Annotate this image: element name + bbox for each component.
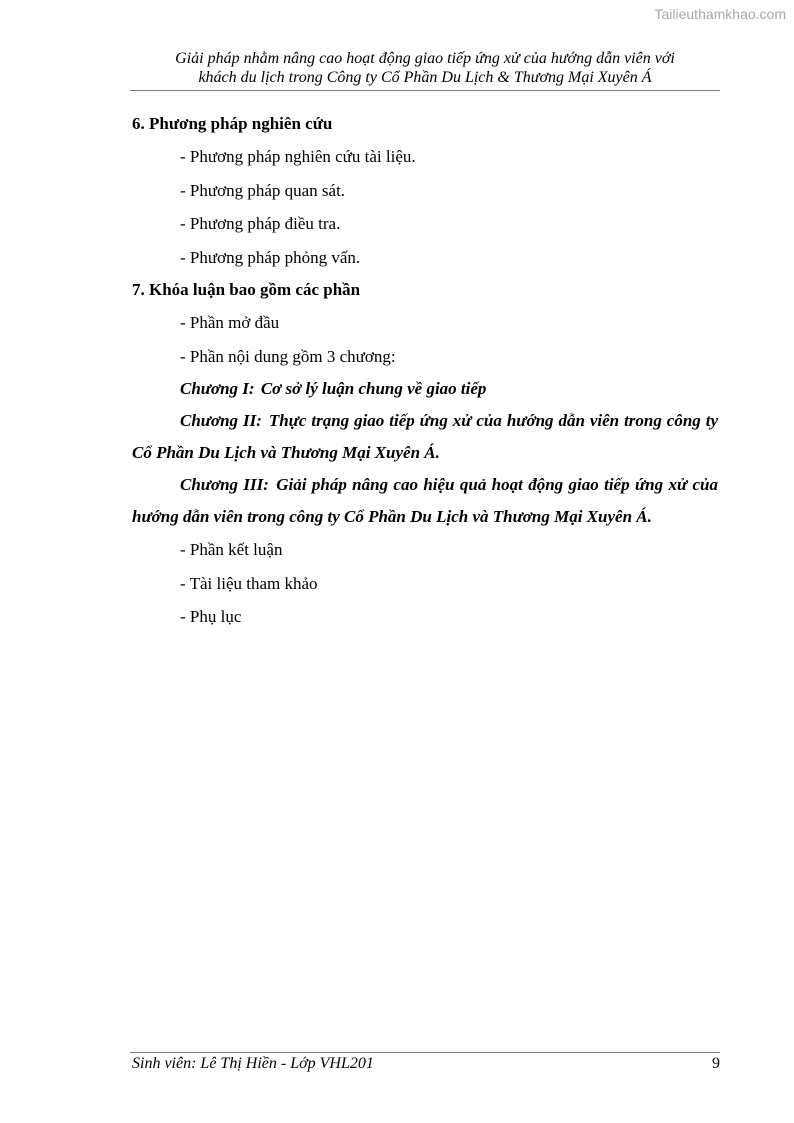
document-body: [132, 108, 718, 634]
method-item: - Phương pháp phỏng vấn.: [180, 247, 361, 267]
chapter-2-entry: [132, 405, 718, 469]
section-7-heading: 7. Khóa luận bao gồm các phần: [132, 280, 361, 299]
watermark-text: Tailieuthamkhao.com: [654, 6, 786, 22]
method-item: - Phương pháp nghiên cứu tài liệu.: [180, 147, 416, 166]
chapter-1-label: Chương I:: [180, 379, 255, 398]
chapter-3-label: Chương III:: [180, 475, 269, 494]
chapter-3-entry: [132, 469, 718, 533]
chapter-3-title: Giải pháp nâng cao hiệu quả hoạt động giao tiếp ứng xử của hướng dẫn viên trong công ty Cổ Phần Du Lịch và Thương Mại Xuyên Á.: [132, 475, 718, 526]
chapter-1-title: Cơ sở lý luận chung về giao tiếp: [260, 379, 487, 398]
method-item: - Phương pháp quan sát.: [180, 180, 346, 200]
footer-student-info: Sinh viên: Lê Thị Hiền - Lớp VHL201: [132, 1055, 374, 1072]
footer-divider: [130, 1052, 720, 1053]
method-item: - Phương pháp điều tra.: [180, 214, 341, 233]
chapter-1-entry: [132, 373, 718, 405]
header-divider: [130, 90, 720, 91]
header-line-2: khách du lịch trong Công ty Cổ Phần Du Lịch & Thương Mại Xuyên Á: [198, 69, 652, 86]
part-item: - Phần kết luận: [180, 540, 283, 559]
chapter-2-label: Chương II:: [180, 411, 262, 430]
part-item: - Phụ lục: [180, 607, 242, 626]
part-item: - Tài liệu tham khảo: [180, 573, 318, 593]
page-header: [130, 49, 720, 87]
page-number: 9: [712, 1055, 720, 1072]
part-item: - Phần mở đầu: [180, 313, 280, 332]
chapter-2-title: Thực trạng giao tiếp ứng xử của hướng dẫn viên trong công ty Cổ Phần Du Lịch và Thương Mại Xuyên Á.: [132, 411, 719, 462]
header-line-1: Giải pháp nhằm nâng cao hoạt động giao tiếp ứng xử của hướng dẫn viên với: [175, 50, 675, 67]
section-6-heading: 6. Phương pháp nghiên cứu: [132, 114, 333, 133]
part-item: - Phần nội dung gồm 3 chương:: [180, 346, 396, 366]
